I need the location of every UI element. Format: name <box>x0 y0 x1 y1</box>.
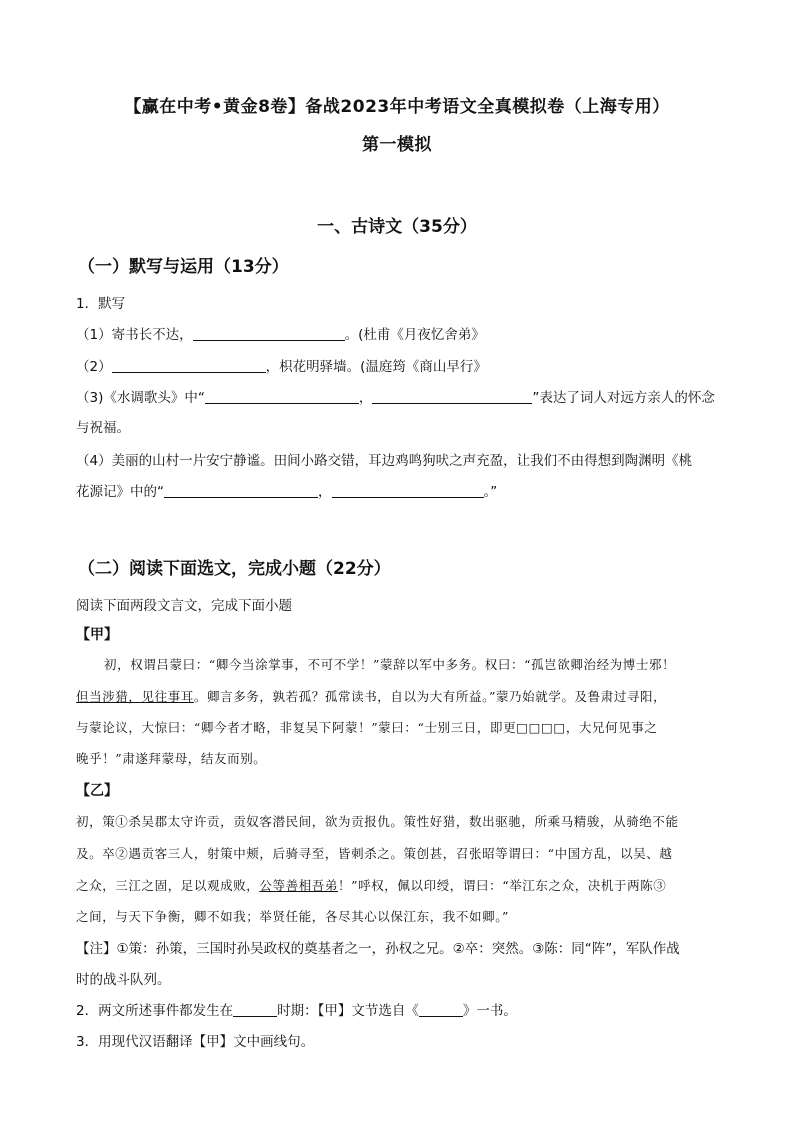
q1-3-sep: ， <box>358 390 373 406</box>
section-heading: 一、古诗文（35分） <box>317 217 477 237</box>
q1-4-prefix: 花源记》中的“ <box>76 484 164 500</box>
underlined-sentence: 公等善相吾弟 <box>259 878 339 893</box>
q1-1-suffix: 。(杜甫《月夜忆舍弟》 <box>344 327 485 343</box>
passage-yi-line: 及。卒②遇贡客三人，射策中颊，后骑寻至，皆刺杀之。策创甚，召张昭等谓曰：“中国方乱，以吴、越 <box>76 846 673 861</box>
page-subtitle: 第一模拟 <box>362 135 432 155</box>
passage-yi-line <box>76 876 666 894</box>
passage-jia-line <box>76 687 666 705</box>
q2-mid: 时期：【甲】文节选自《 <box>277 1003 419 1019</box>
question-1-4-line1: （4）美丽的山村一片安宁静谧。田间小路交错，耳边鸡鸣狗吠之声充盈，让我们不由得想到陶渊明《桃 <box>76 453 693 469</box>
question-1-label: 1．默写 <box>76 296 126 312</box>
answer-blank[interactable] <box>233 1002 277 1017</box>
passage-yi-line: 初，策①杀吴郡太守许贡，贡奴客潜民间，欲为贡报仇。策性好猎，数出驱驰，所乘马精骏，从骑绝不能 <box>76 814 679 829</box>
q1-4-sep: ， <box>318 484 332 500</box>
answer-blank[interactable] <box>205 389 359 404</box>
passage-yi-line: 之间，与天下争衡，卿不如我；举贤任能，各尽其心以保江东，我不如卿。” <box>76 909 510 924</box>
annotation-line: 时的战斗队列。 <box>76 972 171 988</box>
q2-suffix: 》一书。 <box>462 1003 517 1019</box>
q1-2-prefix: （2） <box>76 359 112 375</box>
q1-1-prefix: （1）寄书长不达， <box>76 327 193 343</box>
passage-text: 。卿言多务，孰若孤？孤常读书，自以为大有所益。”蒙乃始就学。及鲁肃过寻阳， <box>193 689 667 704</box>
question-1-3-cont: 与祝福。 <box>76 420 130 436</box>
question-2 <box>76 999 517 1019</box>
q2-prefix: 2．两文所述事件都发生在 <box>76 1003 234 1019</box>
part2-intro: 阅读下面两段文言文，完成下面小题 <box>76 598 292 614</box>
question-3: 3．用现代汉语翻译【甲】文中画线句。 <box>76 1034 315 1050</box>
answer-blank[interactable] <box>372 389 532 404</box>
q1-3-prefix: （3)《水调歌头》中“ <box>76 390 205 406</box>
passage-text: 之众，三江之固，足以观成败， <box>76 878 260 893</box>
q1-4-suffix: 。” <box>483 484 498 500</box>
underlined-sentence: 但当涉猎，见往事耳 <box>76 689 194 704</box>
part2-heading: （二）阅读下面选文，完成小题（22分） <box>78 559 391 579</box>
passage-jia-line: 初，权谓吕蒙曰：“卿今当涂掌事，不可不学！”蒙辞以军中多务。权曰：“孤岂欲卿治经为博士邪！ <box>104 657 676 672</box>
answer-blank[interactable] <box>112 358 266 373</box>
answer-blank[interactable] <box>193 326 345 341</box>
question-1-2 <box>76 355 487 375</box>
q1-2-suffix: ，枳花明驿墙。(温庭筠《商山早行》 <box>265 359 487 375</box>
page-title: 【赢在中考•黄金8卷】备战2023年中考语文全真模拟卷（上海专用） <box>124 97 670 117</box>
passage-jia-tag: 【甲】 <box>76 627 118 643</box>
passage-jia-line: 晚乎！”肃遂拜蒙母，结友而别。 <box>76 751 267 766</box>
passage-text: ！”呼权，佩以印绶，谓曰：“举江东之众，决机于两陈③ <box>338 878 667 893</box>
question-1-4-line2 <box>76 480 497 500</box>
passage-yi-tag: 【乙】 <box>76 783 118 799</box>
part1-heading: （一）默写与运用（13分） <box>78 257 289 277</box>
answer-blank[interactable] <box>332 483 484 498</box>
q1-3-suffix: ”表达了词人对远方亲人的怀念 <box>532 390 715 406</box>
answer-blank[interactable] <box>164 483 318 498</box>
passage-jia-line: 与蒙论议，大惊曰：“卿今者才略，非复吴下阿蒙！”蒙曰：“士别三日，即更□□□□，大兄何见事之 <box>76 720 658 735</box>
question-1-3 <box>76 386 715 406</box>
annotation-line: 【注】①策：孙策，三国时孙吴政权的奠基者之一，孙权之兄。②卒：突然。③陈：同“阵”，军队作战 <box>76 941 680 957</box>
question-1-1 <box>76 323 485 343</box>
answer-blank[interactable] <box>419 1002 463 1017</box>
